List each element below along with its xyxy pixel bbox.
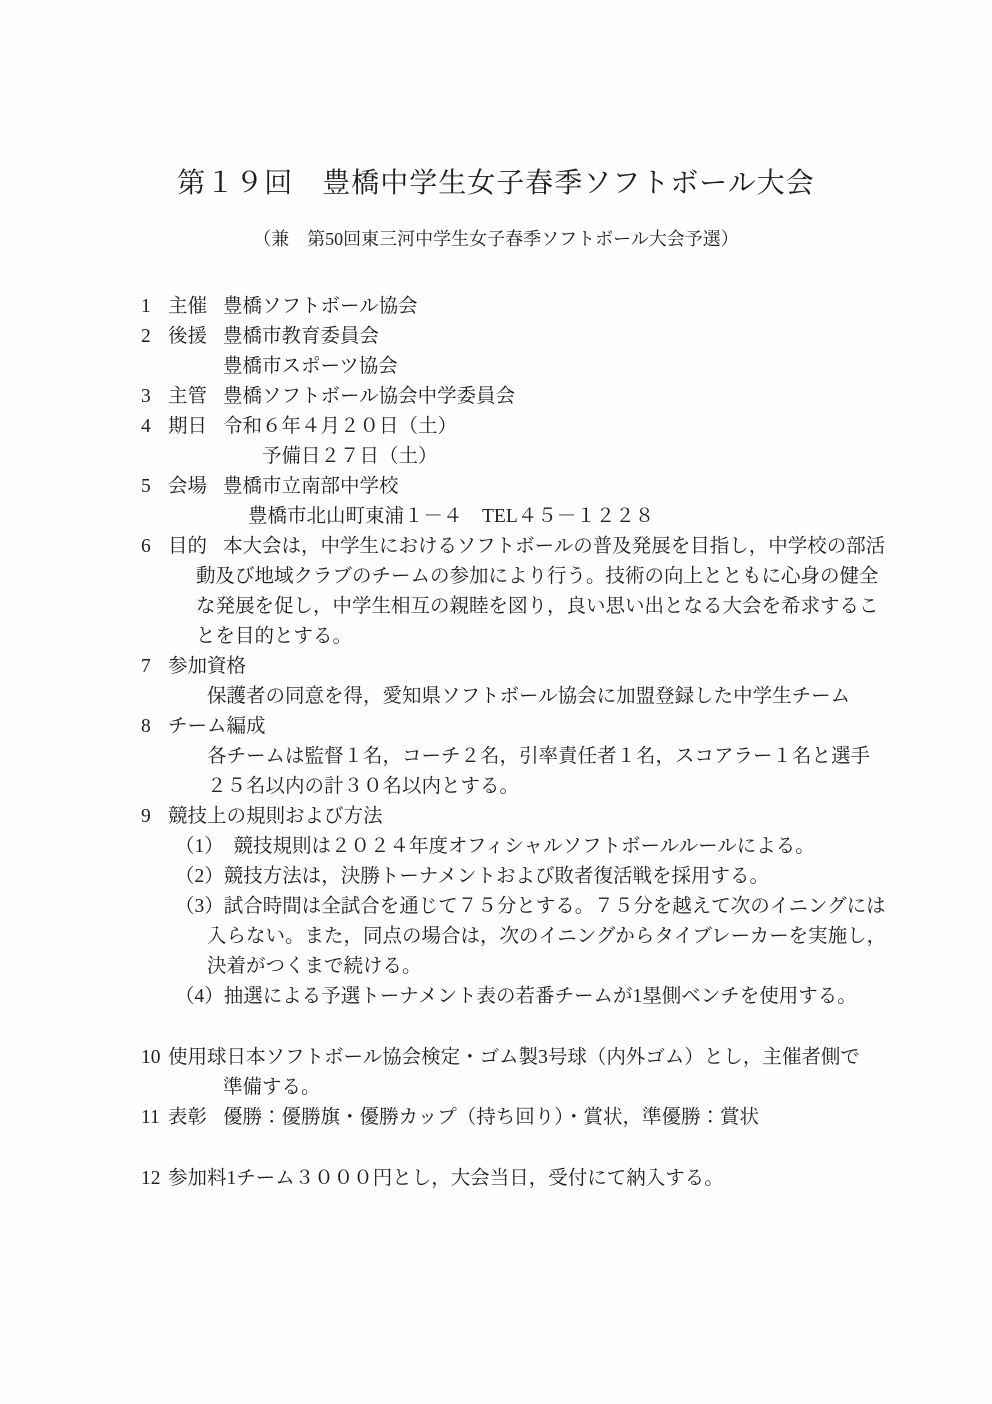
item-9-rule-4 — [141, 982, 992, 1012]
item-6-purpose-line-2 — [141, 562, 992, 592]
item-text: 豊橋ソフトボール協会 — [223, 296, 418, 317]
item-5-venue-address — [141, 502, 992, 532]
item-label: 主管 — [168, 386, 208, 407]
item-text: 優勝：優勝旗・優勝カップ（持ち回り）・賞状，準優勝：賞状 — [223, 1107, 760, 1128]
item-label: 使用球 — [168, 1047, 227, 1068]
item-9-rule-2 — [141, 862, 992, 892]
item-7-eligibility-detail — [141, 682, 992, 712]
item-number: 10 — [141, 1047, 161, 1068]
item-9-rules — [141, 802, 992, 832]
item-8-detail-line-2 — [141, 772, 992, 802]
item-1-organizer — [141, 292, 992, 322]
item-5-venue — [141, 472, 992, 502]
item-label: 表彰 — [168, 1107, 208, 1128]
item-4-reserve-date — [141, 442, 992, 472]
item-text: （1） 競技規則は２０２４年度オフィシャルソフトボールルールによる。 — [175, 836, 815, 857]
doc-subtitle: （兼 第50回東三河中学生女子春季ソフトボール大会予選） — [253, 229, 739, 249]
item-number: 12 — [141, 1168, 161, 1189]
item-text: 1チーム３０００円とし，大会当日，受付にて納入する。 — [226, 1168, 724, 1189]
item-number: 1 — [141, 296, 151, 317]
item-number: 2 — [141, 326, 151, 347]
item-text: 動及び地域クラブのチームの参加により行う。技術の向上とともに心身の健全 — [196, 566, 879, 587]
item-text: 本大会は，中学生におけるソフトボールの普及発展を目指し，中学校の部活 — [223, 536, 886, 557]
item-number: 9 — [141, 806, 151, 827]
item-number: 8 — [141, 716, 151, 737]
item-label: 会場 — [168, 476, 208, 497]
item-4-date — [141, 412, 992, 442]
item-2-support — [141, 322, 992, 352]
item-text: 豊橋市立南部中学校 — [223, 476, 399, 497]
item-text: ２５名以内の計３０名以内とする。 — [207, 776, 520, 797]
item-2-support-line-2 — [141, 352, 992, 382]
item-9-rule-3-line-3 — [141, 952, 992, 982]
item-6-purpose — [141, 532, 992, 562]
item-3-management — [141, 382, 992, 412]
item-label: 参加料 — [168, 1168, 227, 1189]
item-label: 主催 — [168, 296, 208, 317]
item-text: （3）試合時間は全試合を通じて７５分とする。７５分を越えて次のイニングには — [175, 896, 886, 917]
item-text: 決着がつくまで続ける。 — [207, 956, 422, 977]
item-label: 競技上の規則および方法 — [168, 806, 383, 827]
item-label: 目的 — [168, 536, 208, 557]
item-12-entry-fee — [141, 1164, 992, 1194]
item-number: 3 — [141, 386, 151, 407]
item-label: チーム編成 — [168, 716, 266, 737]
item-10-ball-line-2 — [141, 1073, 992, 1103]
doc-body — [141, 292, 992, 1194]
item-6-purpose-line-4 — [141, 622, 992, 652]
item-text: 豊橋市北山町東浦１－４ TEL４５－１２２８ — [248, 506, 655, 527]
item-number: 7 — [141, 656, 151, 677]
item-6-purpose-line-3 — [141, 592, 992, 622]
item-text: 各チームは監督１名，コーチ２名，引率責任者１名，スコアラー１名と選手 — [207, 746, 871, 767]
item-10-ball — [141, 1043, 992, 1073]
item-label: 期日 — [168, 416, 208, 437]
doc-title: 第１９回 豊橋中学生女子春季ソフトボール大会 — [177, 168, 815, 199]
item-text: 豊橋ソフトボール協会中学委員会 — [223, 386, 516, 407]
item-text: 令和６年４月２０日（土） — [223, 416, 458, 437]
item-text: 準備する。 — [223, 1077, 321, 1098]
item-text: 予備日２７日（土） — [262, 446, 438, 467]
item-11-awards — [141, 1103, 992, 1133]
item-text: 日本ソフトボール協会検定・ゴム製3号球（内外ゴム）とし，主催者側で — [226, 1047, 860, 1068]
item-label: 参加資格 — [168, 656, 247, 677]
item-9-rule-3 — [141, 892, 992, 922]
item-text: （4）抽選による予選トーナメント表の若番チームが1塁側ベンチを使用する。 — [175, 986, 857, 1007]
item-label: 後援 — [168, 326, 208, 347]
item-number: 5 — [141, 476, 151, 497]
item-text: 豊橋市スポーツ協会 — [223, 356, 398, 377]
item-8-detail-line-1 — [141, 742, 992, 772]
item-9-rule-1 — [141, 832, 992, 862]
item-9-rule-3-line-2 — [141, 922, 992, 952]
item-number: 6 — [141, 536, 151, 557]
item-text: な発展を促し，中学生相互の親睦を図り，良い思い出となる大会を希求するこ — [196, 596, 879, 617]
item-number: 4 — [141, 416, 151, 437]
item-text: とを目的とする。 — [196, 626, 353, 647]
item-text: 豊橋市教育委員会 — [223, 326, 380, 347]
item-text: （2）競技方法は，決勝トーナメントおよび敗者復活戦を採用する。 — [175, 866, 769, 887]
item-7-eligibility — [141, 652, 992, 682]
item-8-team-composition — [141, 712, 992, 742]
item-text: 保護者の同意を得，愛知県ソフトボール協会に加盟登録した中学生チーム — [207, 686, 851, 707]
item-text: 入らない。また，同点の場合は，次のイニングからタイブレーカーを実施し， — [207, 926, 887, 947]
item-number: 11 — [141, 1107, 160, 1128]
